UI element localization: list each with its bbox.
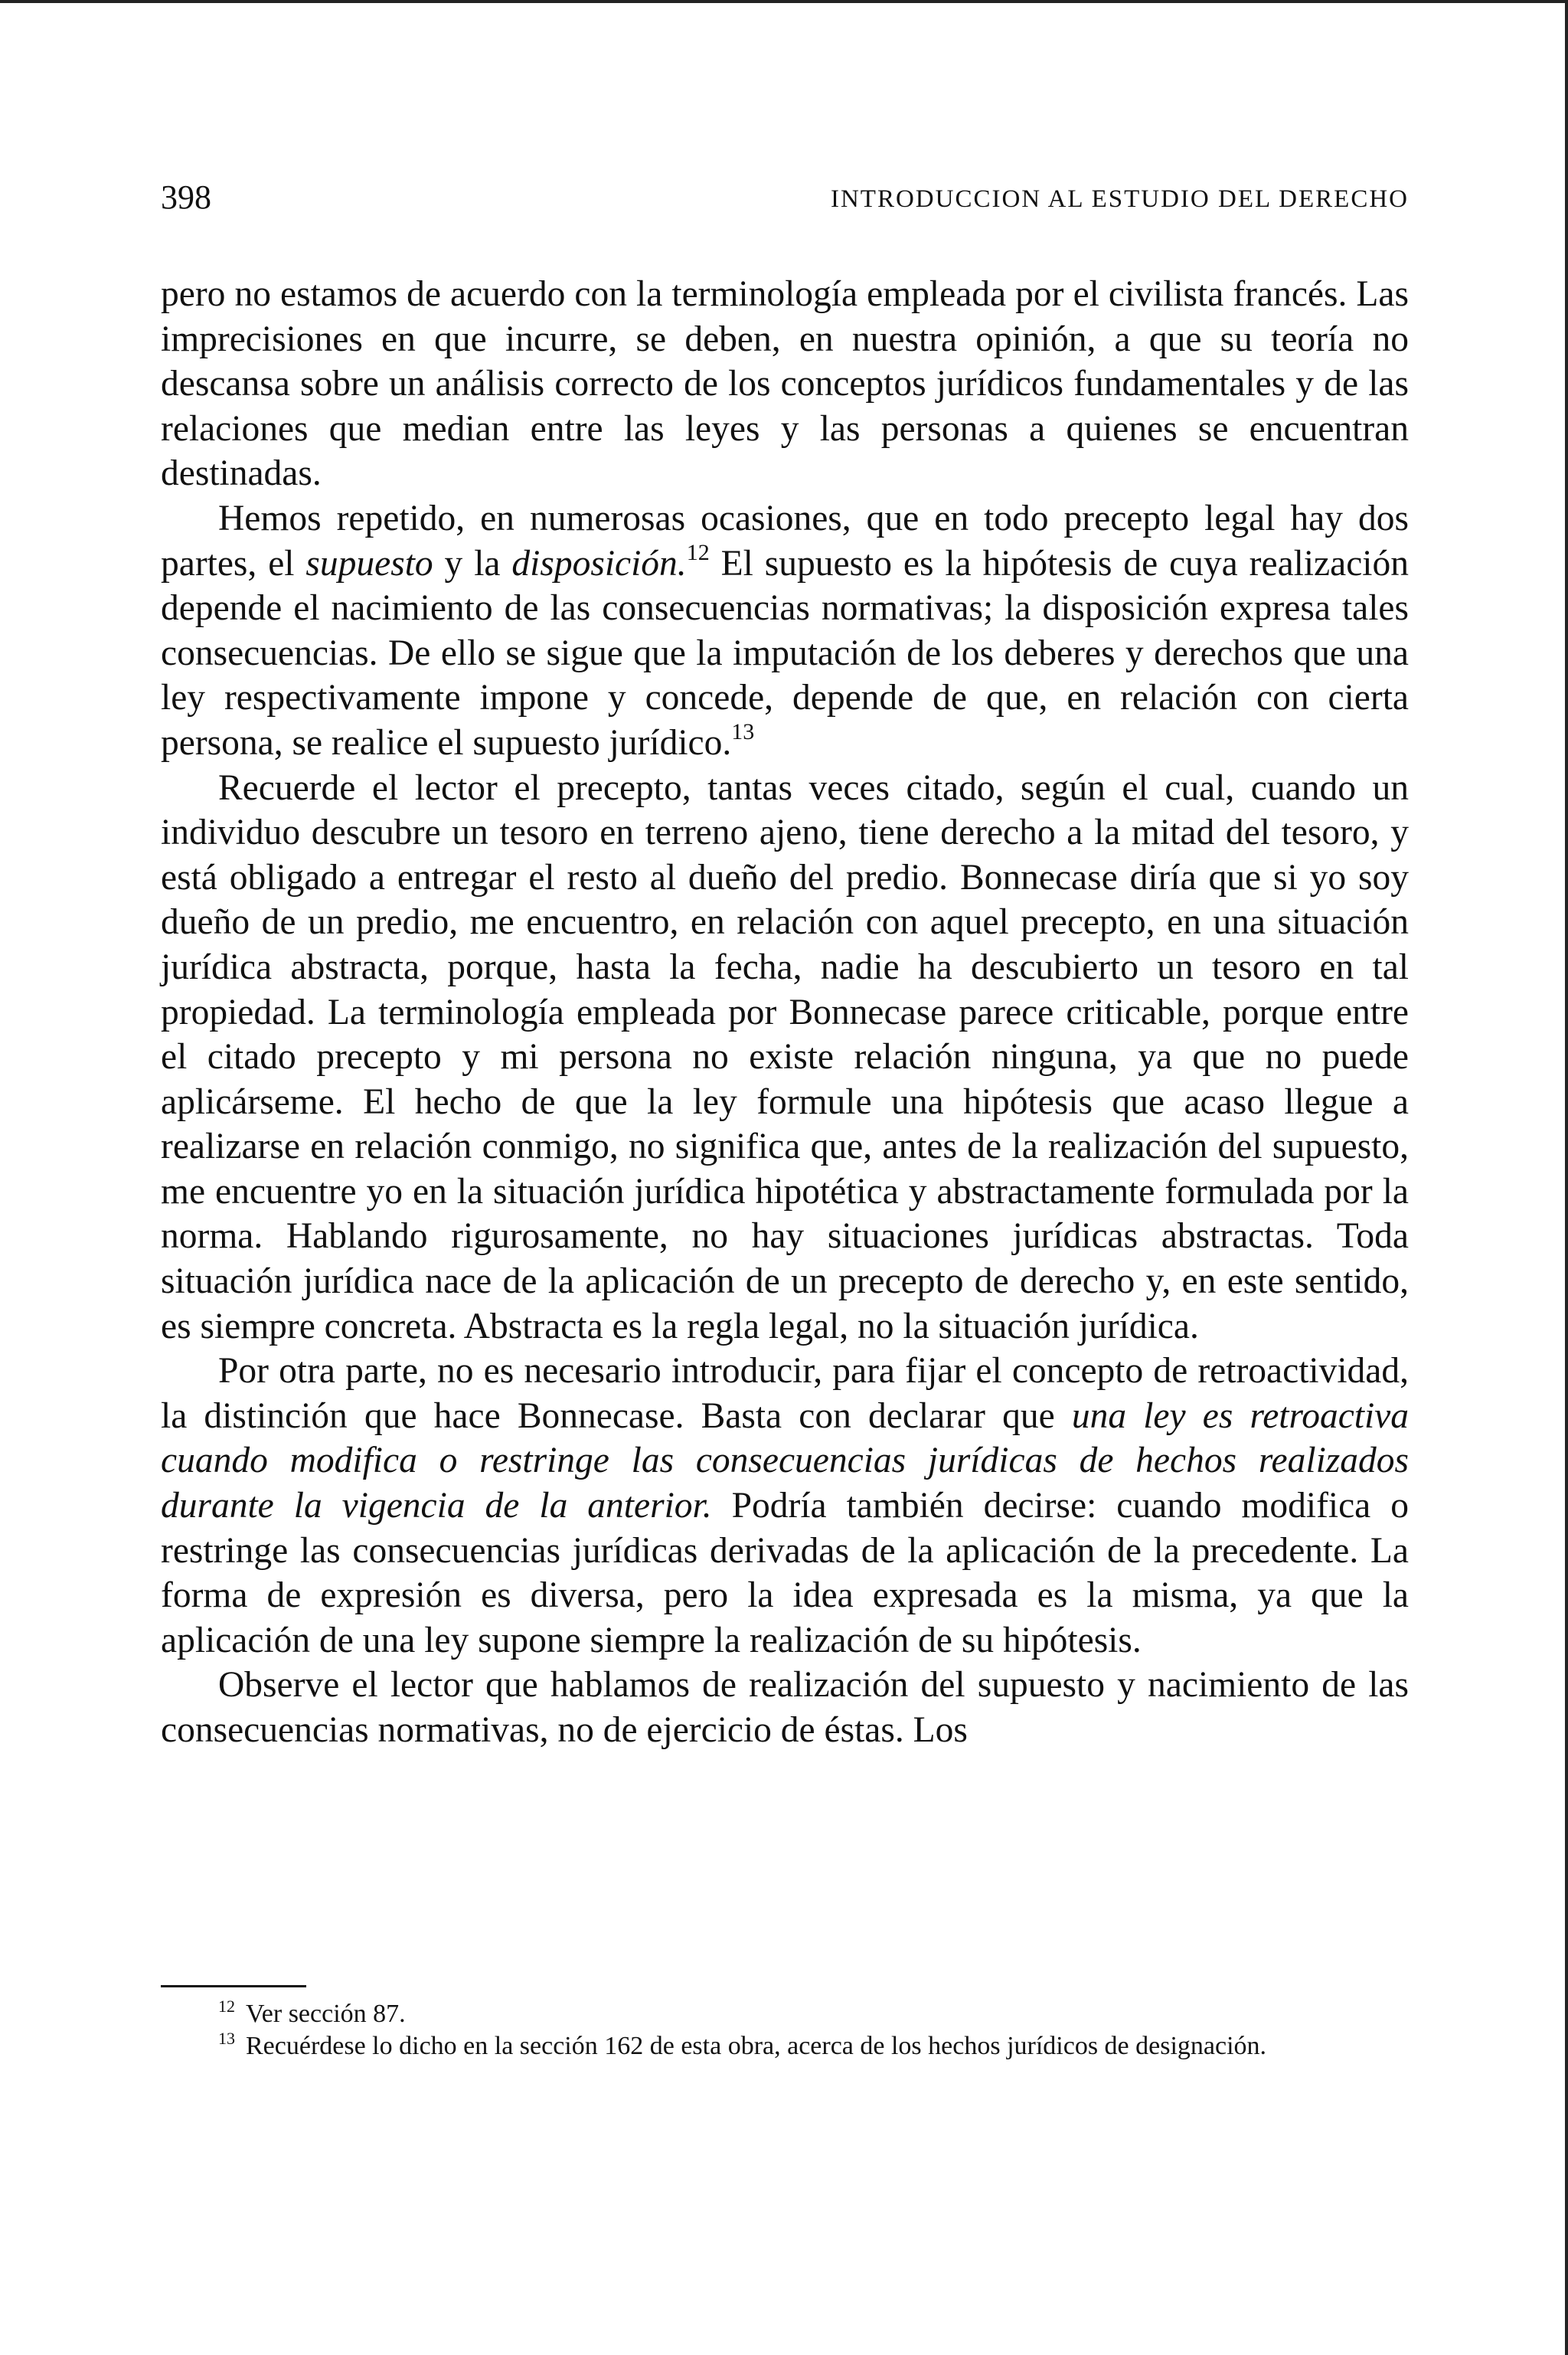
paragraph-3: Recuerde el lector el precepto, tantas veces citado, según el cual, cuando un individuo descubre un tesoro en terreno ajeno, tiene derecho a la mitad del tesoro, y está obligado a entregar el resto al dueño del predio. Bonnecase diría que si yo soy dueño de un predio, me encuentro, en relación con aquel precepto, en una situación jurídica abstracta, porque, hasta la fecha, nadie ha descubierto un tesoro en tal propiedad. La terminología empleada por Bonnecase parece criticable, porque entre el citado precepto y mi persona no existe relación ninguna, ya que no puede aplicárseme. El hecho de que la ley formule una hipótesis que acaso llegue a realizarse en relación conmigo, no significa que, antes de la realización del supuesto, me encuentre yo en la situación jurídica hipotética y abstractamente formulada por la norma. Hablando rigurosamente, no hay situaciones jurídicas abstractas. Toda situación jurídica nace de la aplicación de un precepto de derecho y, en este sentido, es siempre concreta. Abstracta es la regla legal, no la situación jurídica.: [161, 767, 1409, 1346]
running-head: INTRODUCCION AL ESTUDIO DEL DERECHO: [830, 185, 1409, 213]
footnote-rule: [161, 1985, 306, 1987]
paragraph-4: Por otra parte, no es necesario introducir, para fijar el concepto de retroactividad, la distinción que hace Bonnecase. Basta con declarar que una ley es retroactiva cuando modifica o restringe las consecuencias jurídicas de hechos realizados durante la vigencia de la anterior. Podría también decirse: cuando modifica o restringe las consecuencias jurídicas derivadas de la aplicación de la precedente. La forma de expresión es diversa, pero la idea expresada es la misma, ya que la aplicación de una ley supone siempre la realización de su hipótesis.: [161, 1351, 1409, 1660]
footnote-ref-12[interactable]: 12: [686, 539, 710, 565]
scan-edge-top: [0, 0, 1568, 3]
footnote-text: Recuérdese lo dicho en la sección 162 de esta obra, acerca de los hechos jurídicos de designación.: [246, 2032, 1267, 2060]
paragraph-5: Observe el lector que hablamos de realización del supuesto y nacimiento de las consecuencias normativas, no de ejercicio de éstas. Los: [161, 1665, 1409, 1750]
footnote-12: [161, 1998, 1409, 2030]
footnote-number: 12: [218, 1997, 235, 2016]
retroactivity-definition: una ley es retroactiva cuando modifica o restringe las consecuencias jurídicas de hechos realizados durante la vigencia de la anterior.: [161, 1395, 1409, 1526]
scan-edge-right: [1565, 0, 1568, 2355]
footnote-ref-13[interactable]: 13: [731, 718, 755, 744]
footnote-text: Ver sección 87.: [246, 2000, 406, 2028]
page-number: 398: [161, 178, 211, 216]
footnote-number: 13: [218, 2029, 235, 2048]
footnotes: [161, 1985, 1409, 2062]
page-header: [161, 175, 1409, 221]
main-text: [161, 272, 1409, 1753]
paragraph-1: pero no estamos de acuerdo con la terminología empleada por el civilista francés. Las imprecisiones en que incurre, se deben, en nuestra opinión, a que su teoría no descansa sobre un análisis correcto de los conceptos jurídicos fundamentales y de las relaciones que median entre las leyes y las personas a quienes se encuentran destinadas.: [161, 274, 1409, 494]
term-supuesto: supuesto: [305, 543, 433, 584]
term-disposicion: disposición.: [511, 543, 687, 584]
paragraph-2: Hemos repetido, en numerosas ocasiones, que en todo precepto legal hay dos partes, el supuesto y la disposición.$^{12}$ El supuesto es la hipótesis de cuya realización depende el nacimiento de las consecuencias normativas; la disposición expresa tales consecuencias. De ello se sigue que la imputación de los deberes y derechos que una ley respectivamente impone y concede, depende de que, en relación con cierta persona, se realice el supuesto jurídico.$^{13}$: [161, 498, 1409, 763]
footnote-13: [161, 2030, 1409, 2062]
